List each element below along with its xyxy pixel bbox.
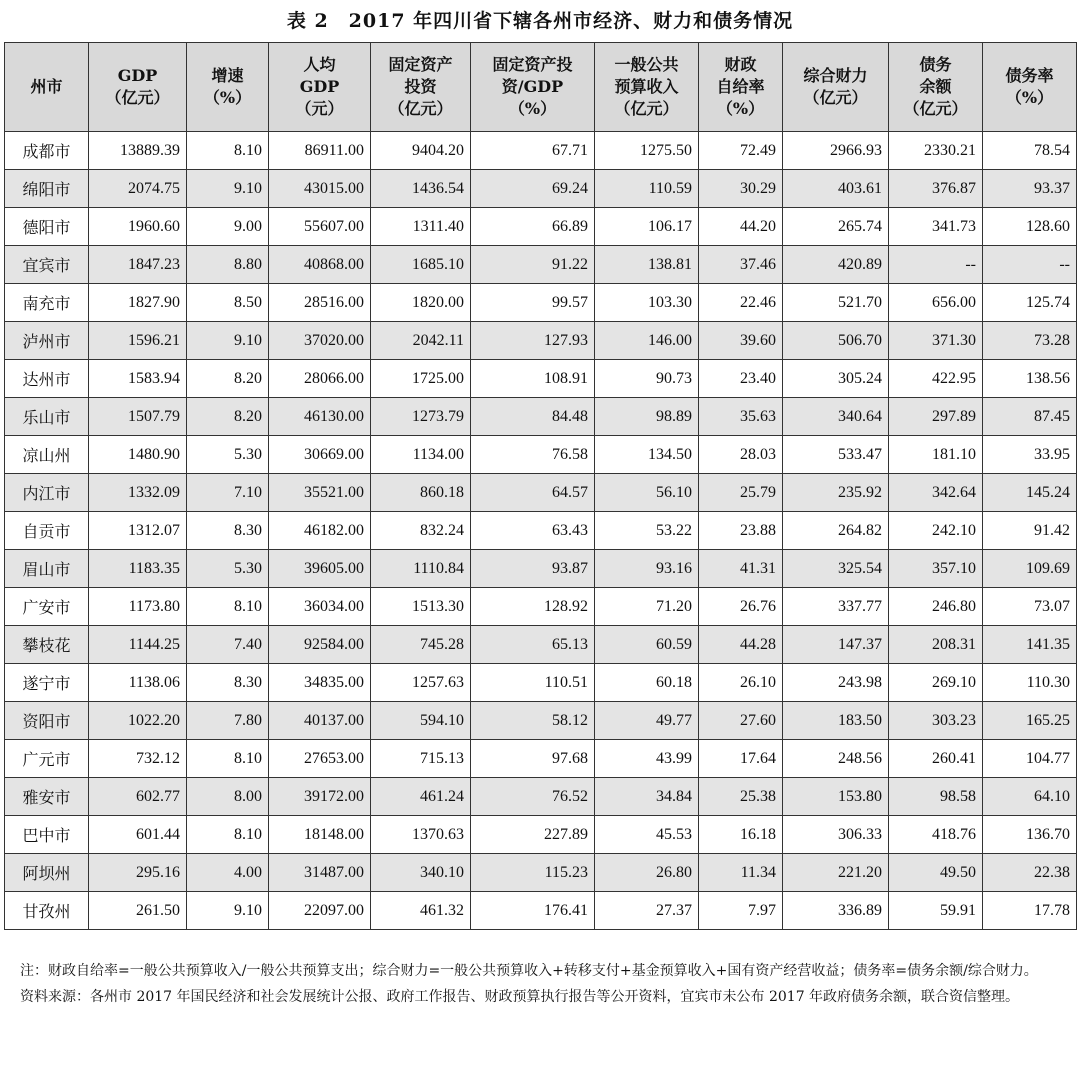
value-cell: 106.17 (595, 208, 699, 246)
value-cell: 1273.79 (371, 398, 471, 436)
city-name-cell: 广元市 (5, 740, 89, 778)
value-cell: 176.41 (471, 892, 595, 930)
city-name-cell: 广安市 (5, 588, 89, 626)
value-cell: 1022.20 (89, 702, 187, 740)
value-cell: 53.22 (595, 512, 699, 550)
column-header-5 (471, 43, 595, 132)
value-cell: 99.57 (471, 284, 595, 322)
value-cell: 1820.00 (371, 284, 471, 322)
value-cell: 30.29 (699, 170, 783, 208)
column-header-line: （亿元） (614, 99, 679, 118)
value-cell: 243.98 (783, 664, 889, 702)
value-cell: 506.70 (783, 322, 889, 360)
value-cell: 461.24 (371, 778, 471, 816)
value-cell: 60.18 (595, 664, 699, 702)
table-row (5, 474, 1077, 512)
value-cell: 7.40 (187, 626, 269, 664)
city-name-cell: 乐山市 (5, 398, 89, 436)
table-row (5, 550, 1077, 588)
value-cell: 221.20 (783, 854, 889, 892)
value-cell: 64.10 (983, 778, 1077, 816)
value-cell: 128.92 (471, 588, 595, 626)
notes-section (20, 958, 1062, 1010)
column-header-0 (5, 43, 89, 132)
value-cell: 23.88 (699, 512, 783, 550)
value-cell: 11.34 (699, 854, 783, 892)
table-row (5, 778, 1077, 816)
value-cell: 17.78 (983, 892, 1077, 930)
value-cell: 337.77 (783, 588, 889, 626)
value-cell: 9.10 (187, 892, 269, 930)
value-cell: 91.22 (471, 246, 595, 284)
value-cell: 56.10 (595, 474, 699, 512)
value-cell: 8.30 (187, 664, 269, 702)
value-cell: 76.52 (471, 778, 595, 816)
column-header-line: 资/GDP (501, 77, 564, 96)
data-table (4, 42, 1077, 930)
value-cell: 98.89 (595, 398, 699, 436)
value-cell: 7.97 (699, 892, 783, 930)
value-cell: 340.10 (371, 854, 471, 892)
value-cell: 136.70 (983, 816, 1077, 854)
value-cell: 97.68 (471, 740, 595, 778)
value-cell: 91.42 (983, 512, 1077, 550)
value-cell: 1275.50 (595, 132, 699, 170)
value-cell: 4.00 (187, 854, 269, 892)
column-header-line: 预算收入 (614, 77, 679, 96)
value-cell: 340.64 (783, 398, 889, 436)
city-name-cell: 巴中市 (5, 816, 89, 854)
city-name-cell: 达州市 (5, 360, 89, 398)
city-name-cell: 资阳市 (5, 702, 89, 740)
value-cell: 1311.40 (371, 208, 471, 246)
value-cell: 9.00 (187, 208, 269, 246)
table-row (5, 892, 1077, 930)
column-header-line: （亿元） (903, 99, 968, 118)
value-cell: 181.10 (889, 436, 983, 474)
value-cell: 98.58 (889, 778, 983, 816)
column-header-10 (983, 43, 1077, 132)
column-header-line: 增速 (211, 66, 244, 85)
city-name-cell: 攀枝花 (5, 626, 89, 664)
value-cell: 138.81 (595, 246, 699, 284)
source-text: 资料来源：各州市 2017 年国民经济和社会发展统计公报、政府工作报告、财政预算执行报告等公开资料，宜宾市未公布 2017 年政府债务余额，联合资信整理。 (20, 989, 1020, 1005)
value-cell: 2042.11 (371, 322, 471, 360)
value-cell: 108.91 (471, 360, 595, 398)
column-header-2 (187, 43, 269, 132)
value-cell: 87.45 (983, 398, 1077, 436)
value-cell: 84.48 (471, 398, 595, 436)
value-cell: 27653.00 (269, 740, 371, 778)
table-title: 表 2 2017 年四川省下辖各州市经济、财力和债务情况 (286, 10, 794, 32)
value-cell: 656.00 (889, 284, 983, 322)
value-cell: 1480.90 (89, 436, 187, 474)
value-cell: 22.46 (699, 284, 783, 322)
value-cell: 115.23 (471, 854, 595, 892)
value-cell: 208.31 (889, 626, 983, 664)
value-cell: 1332.09 (89, 474, 187, 512)
value-cell: 16.18 (699, 816, 783, 854)
column-header-line: 自给率 (716, 77, 765, 96)
table-row (5, 588, 1077, 626)
value-cell: 1513.30 (371, 588, 471, 626)
city-name-cell: 内江市 (5, 474, 89, 512)
value-cell: 602.77 (89, 778, 187, 816)
value-cell: 305.24 (783, 360, 889, 398)
table-row (5, 322, 1077, 360)
value-cell: 64.57 (471, 474, 595, 512)
value-cell: 2074.75 (89, 170, 187, 208)
table-row (5, 816, 1077, 854)
city-name-cell: 眉山市 (5, 550, 89, 588)
value-cell: 141.35 (983, 626, 1077, 664)
value-cell: 297.89 (889, 398, 983, 436)
value-cell: 418.76 (889, 816, 983, 854)
value-cell: 34.84 (595, 778, 699, 816)
value-cell: 35.63 (699, 398, 783, 436)
value-cell: 5.30 (187, 550, 269, 588)
table-row (5, 398, 1077, 436)
value-cell: 69.24 (471, 170, 595, 208)
value-cell: 43015.00 (269, 170, 371, 208)
value-cell: 1312.07 (89, 512, 187, 550)
value-cell: 73.07 (983, 588, 1077, 626)
value-cell: 110.59 (595, 170, 699, 208)
table-row (5, 360, 1077, 398)
value-cell: 138.56 (983, 360, 1077, 398)
value-cell: 1827.90 (89, 284, 187, 322)
value-cell: 110.51 (471, 664, 595, 702)
table-row (5, 512, 1077, 550)
value-cell: 65.13 (471, 626, 595, 664)
value-cell: 183.50 (783, 702, 889, 740)
column-header-4 (371, 43, 471, 132)
value-cell: 27.37 (595, 892, 699, 930)
value-cell: 76.58 (471, 436, 595, 474)
value-cell: 1144.25 (89, 626, 187, 664)
value-cell: 93.87 (471, 550, 595, 588)
value-cell: 39.60 (699, 322, 783, 360)
value-cell: 92584.00 (269, 626, 371, 664)
column-header-line: 一般公共 (614, 55, 679, 74)
value-cell: 40137.00 (269, 702, 371, 740)
note-text: 注：财政自给率=一般公共预算收入/一般公共预算支出；综合财力=一般公共预算收入+转移支付+基金预算收入+国有资产经营收益；债务率=债务余额/综合财力。 (20, 963, 1038, 979)
value-cell: 90.73 (595, 360, 699, 398)
value-cell: 227.89 (471, 816, 595, 854)
column-header-line: （亿元） (388, 99, 453, 118)
value-cell: 104.77 (983, 740, 1077, 778)
value-cell: 860.18 (371, 474, 471, 512)
value-cell: 246.80 (889, 588, 983, 626)
value-cell: 5.30 (187, 436, 269, 474)
value-cell: 146.00 (595, 322, 699, 360)
value-cell: 46182.00 (269, 512, 371, 550)
column-header-line: （元） (295, 99, 344, 118)
value-cell: 303.23 (889, 702, 983, 740)
header-row (5, 43, 1077, 132)
value-cell: 2330.21 (889, 132, 983, 170)
value-cell: 1436.54 (371, 170, 471, 208)
column-header-7 (699, 43, 783, 132)
value-cell: 336.89 (783, 892, 889, 930)
value-cell: 8.10 (187, 588, 269, 626)
value-cell: 23.40 (699, 360, 783, 398)
value-cell: 341.73 (889, 208, 983, 246)
value-cell: 147.37 (783, 626, 889, 664)
value-cell: 371.30 (889, 322, 983, 360)
value-cell: 1173.80 (89, 588, 187, 626)
value-cell: 34835.00 (269, 664, 371, 702)
value-cell: 832.24 (371, 512, 471, 550)
value-cell: 45.53 (595, 816, 699, 854)
value-cell: 72.49 (699, 132, 783, 170)
table-row (5, 626, 1077, 664)
value-cell: 40868.00 (269, 246, 371, 284)
value-cell: 2966.93 (783, 132, 889, 170)
table-row (5, 740, 1077, 778)
value-cell: 261.50 (89, 892, 187, 930)
column-header-line: GDP (299, 77, 340, 96)
city-name-cell: 甘孜州 (5, 892, 89, 930)
value-cell: 125.74 (983, 284, 1077, 322)
column-header-line: （%） (203, 88, 252, 107)
value-cell: 1596.21 (89, 322, 187, 360)
city-name-cell: 绵阳市 (5, 170, 89, 208)
value-cell: 39172.00 (269, 778, 371, 816)
value-cell: 49.77 (595, 702, 699, 740)
column-header-line: （%） (1005, 88, 1054, 107)
city-name-cell: 南充市 (5, 284, 89, 322)
value-cell: 31487.00 (269, 854, 371, 892)
value-cell: 165.25 (983, 702, 1077, 740)
value-cell: 37020.00 (269, 322, 371, 360)
value-cell: 28.03 (699, 436, 783, 474)
value-cell: 71.20 (595, 588, 699, 626)
value-cell: 1725.00 (371, 360, 471, 398)
value-cell: 1110.84 (371, 550, 471, 588)
table-row (5, 436, 1077, 474)
value-cell: 1134.00 (371, 436, 471, 474)
value-cell: 27.60 (699, 702, 783, 740)
value-cell: 1138.06 (89, 664, 187, 702)
column-header-3 (269, 43, 371, 132)
value-cell: 533.47 (783, 436, 889, 474)
table-row (5, 246, 1077, 284)
city-name-cell: 自贡市 (5, 512, 89, 550)
value-cell: 357.10 (889, 550, 983, 588)
city-name-cell: 泸州市 (5, 322, 89, 360)
column-header-line: 固定资产投 (492, 55, 573, 74)
value-cell: 60.59 (595, 626, 699, 664)
value-cell: 732.12 (89, 740, 187, 778)
table-header (5, 43, 1077, 132)
value-cell: 28066.00 (269, 360, 371, 398)
column-header-line: （%） (716, 99, 765, 118)
value-cell: 1583.94 (89, 360, 187, 398)
value-cell: 63.43 (471, 512, 595, 550)
city-name-cell: 遂宁市 (5, 664, 89, 702)
value-cell: 93.16 (595, 550, 699, 588)
value-cell: 295.16 (89, 854, 187, 892)
value-cell: 1370.63 (371, 816, 471, 854)
city-name-cell: 宜宾市 (5, 246, 89, 284)
value-cell: 8.10 (187, 740, 269, 778)
column-header-line: 投资 (404, 77, 437, 96)
column-header-9 (889, 43, 983, 132)
value-cell: 1183.35 (89, 550, 187, 588)
value-cell: 73.28 (983, 322, 1077, 360)
value-cell: 8.30 (187, 512, 269, 550)
column-header-line: 综合财力 (803, 66, 868, 85)
city-name-cell: 雅安市 (5, 778, 89, 816)
column-header-line: （亿元） (803, 88, 868, 107)
value-cell: 1960.60 (89, 208, 187, 246)
value-cell: 127.93 (471, 322, 595, 360)
value-cell: 33.95 (983, 436, 1077, 474)
table-row (5, 854, 1077, 892)
value-cell: 128.60 (983, 208, 1077, 246)
value-cell: 39605.00 (269, 550, 371, 588)
value-cell: 260.41 (889, 740, 983, 778)
value-cell: 521.70 (783, 284, 889, 322)
table-row (5, 132, 1077, 170)
value-cell: 30669.00 (269, 436, 371, 474)
value-cell: 49.50 (889, 854, 983, 892)
value-cell: 37.46 (699, 246, 783, 284)
value-cell: 8.50 (187, 284, 269, 322)
value-cell: 18148.00 (269, 816, 371, 854)
value-cell: 25.79 (699, 474, 783, 512)
value-cell: 13889.39 (89, 132, 187, 170)
value-cell: 461.32 (371, 892, 471, 930)
value-cell: 1847.23 (89, 246, 187, 284)
value-cell: 35521.00 (269, 474, 371, 512)
value-cell: 28516.00 (269, 284, 371, 322)
column-header-line: GDP (117, 66, 158, 85)
value-cell: 44.28 (699, 626, 783, 664)
value-cell: 46130.00 (269, 398, 371, 436)
table-body (5, 132, 1077, 930)
city-name-cell: 成都市 (5, 132, 89, 170)
table-row (5, 284, 1077, 322)
column-header-6 (595, 43, 699, 132)
value-cell: 26.10 (699, 664, 783, 702)
value-cell: 265.74 (783, 208, 889, 246)
column-header-1 (89, 43, 187, 132)
column-header-line: 债务 (919, 55, 952, 74)
value-cell: 8.80 (187, 246, 269, 284)
value-cell: 55607.00 (269, 208, 371, 246)
column-header-8 (783, 43, 889, 132)
city-name-cell: 凉山州 (5, 436, 89, 474)
value-cell: 8.20 (187, 360, 269, 398)
value-cell: 269.10 (889, 664, 983, 702)
value-cell: 26.76 (699, 588, 783, 626)
value-cell: 1685.10 (371, 246, 471, 284)
value-cell: 594.10 (371, 702, 471, 740)
city-name-cell: 德阳市 (5, 208, 89, 246)
column-header-line: （%） (508, 99, 557, 118)
value-cell: 9.10 (187, 322, 269, 360)
value-cell: 78.54 (983, 132, 1077, 170)
value-cell: 36034.00 (269, 588, 371, 626)
column-header-line: 人均 (303, 55, 336, 74)
value-cell: 8.00 (187, 778, 269, 816)
value-cell: 715.13 (371, 740, 471, 778)
column-header-line: 债务率 (1005, 66, 1054, 85)
value-cell: 403.61 (783, 170, 889, 208)
value-cell: 7.80 (187, 702, 269, 740)
column-header-line: 州市 (30, 77, 63, 96)
value-cell: 342.64 (889, 474, 983, 512)
value-cell: 22097.00 (269, 892, 371, 930)
value-cell: 325.54 (783, 550, 889, 588)
table-row (5, 702, 1077, 740)
value-cell: 66.89 (471, 208, 595, 246)
table-row (5, 664, 1077, 702)
value-cell: 1507.79 (89, 398, 187, 436)
value-cell: 7.10 (187, 474, 269, 512)
value-cell: 235.92 (783, 474, 889, 512)
value-cell: 264.82 (783, 512, 889, 550)
value-cell: 601.44 (89, 816, 187, 854)
table-row (5, 208, 1077, 246)
value-cell: 306.33 (783, 816, 889, 854)
value-cell: 153.80 (783, 778, 889, 816)
value-cell: 43.99 (595, 740, 699, 778)
column-header-line: 余额 (919, 77, 952, 96)
value-cell: 9.10 (187, 170, 269, 208)
value-cell: 134.50 (595, 436, 699, 474)
value-cell: 17.64 (699, 740, 783, 778)
city-name-cell: 阿坝州 (5, 854, 89, 892)
value-cell: 93.37 (983, 170, 1077, 208)
value-cell: 420.89 (783, 246, 889, 284)
value-cell: -- (983, 246, 1077, 284)
column-header-line: 固定资产 (388, 55, 453, 74)
value-cell: 86911.00 (269, 132, 371, 170)
value-cell: 745.28 (371, 626, 471, 664)
value-cell: 8.10 (187, 816, 269, 854)
value-cell: 25.38 (699, 778, 783, 816)
table-row (5, 170, 1077, 208)
value-cell: 242.10 (889, 512, 983, 550)
value-cell: 59.91 (889, 892, 983, 930)
value-cell: 145.24 (983, 474, 1077, 512)
value-cell: 422.95 (889, 360, 983, 398)
table-container (4, 42, 1076, 930)
value-cell: 22.38 (983, 854, 1077, 892)
value-cell: 41.31 (699, 550, 783, 588)
value-cell: 110.30 (983, 664, 1077, 702)
value-cell: 58.12 (471, 702, 595, 740)
value-cell: 9404.20 (371, 132, 471, 170)
value-cell: -- (889, 246, 983, 284)
column-header-line: （亿元） (105, 88, 170, 107)
value-cell: 8.20 (187, 398, 269, 436)
value-cell: 103.30 (595, 284, 699, 322)
value-cell: 8.10 (187, 132, 269, 170)
value-cell: 67.71 (471, 132, 595, 170)
value-cell: 26.80 (595, 854, 699, 892)
column-header-line: 财政 (724, 55, 757, 74)
value-cell: 44.20 (699, 208, 783, 246)
value-cell: 1257.63 (371, 664, 471, 702)
value-cell: 248.56 (783, 740, 889, 778)
value-cell: 376.87 (889, 170, 983, 208)
value-cell: 109.69 (983, 550, 1077, 588)
